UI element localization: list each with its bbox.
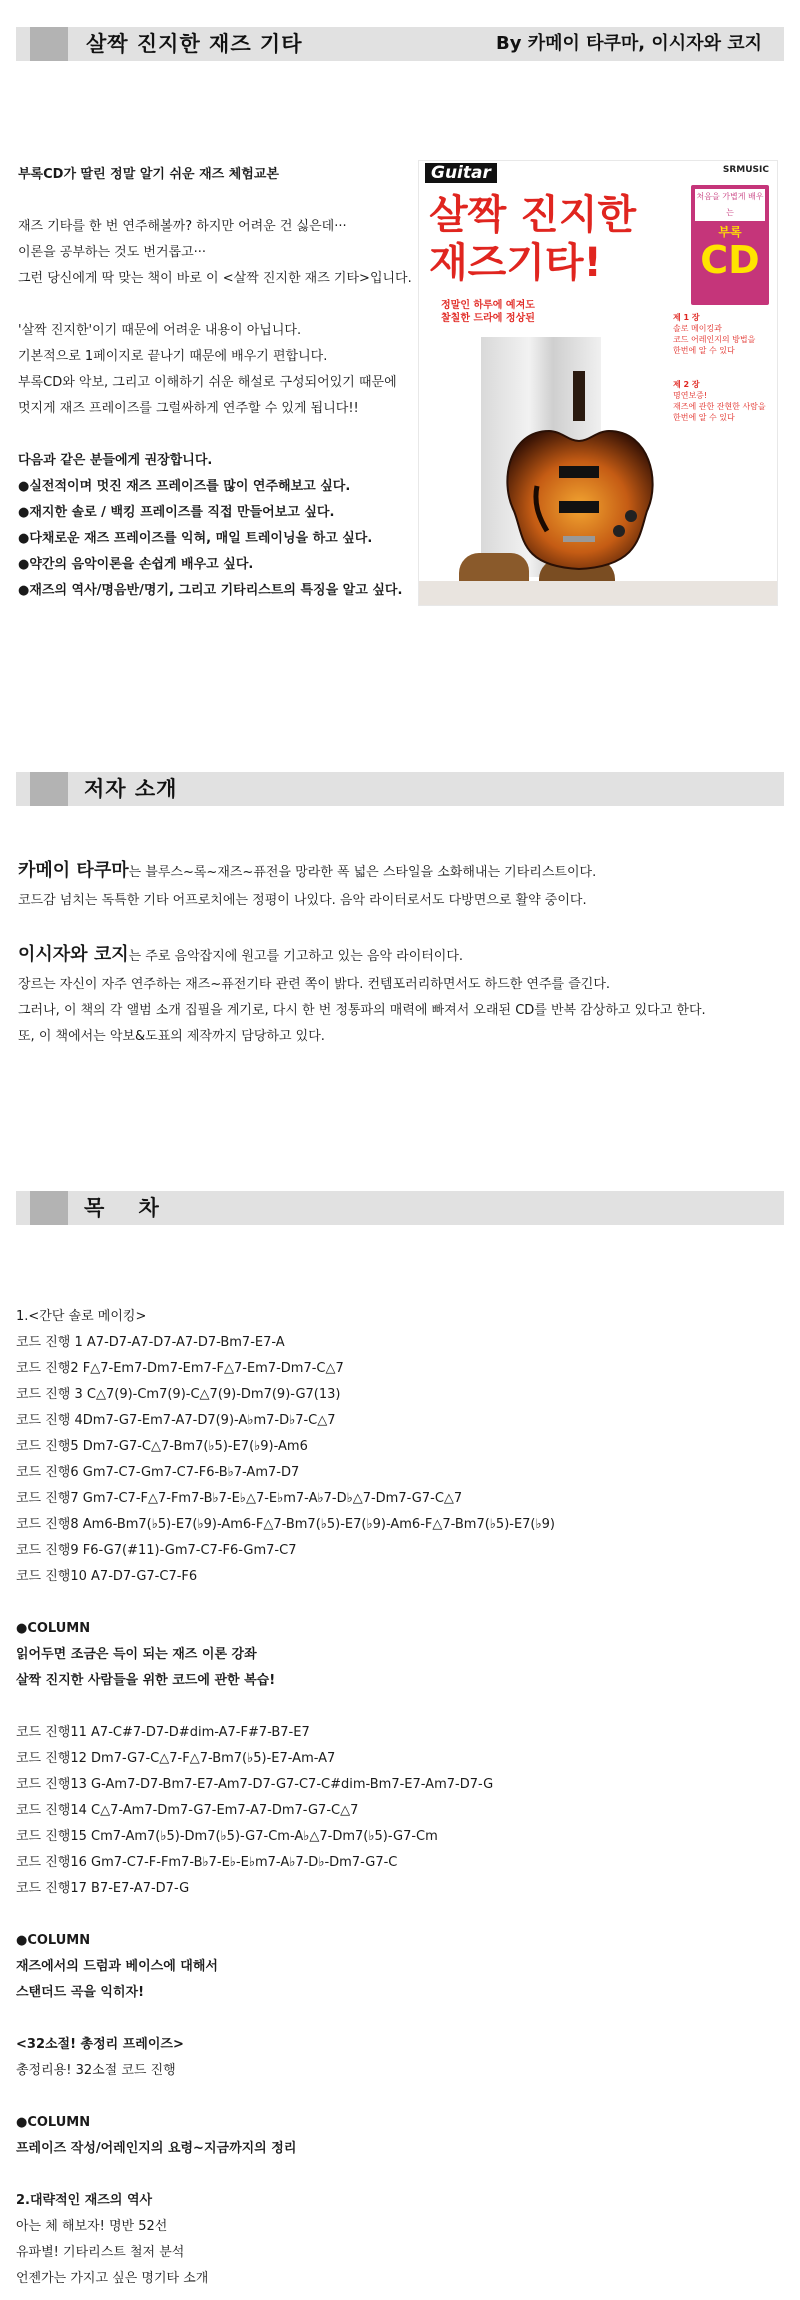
toc-column-item: 스탠더드 곡을 익히자!: [16, 1985, 145, 2000]
cover-subtitle: 정말인 하루에 예져도 찰칠한 드라에 정상된: [441, 300, 535, 324]
cover-side-panel: [673, 309, 773, 423]
toc-item: 코드 진행10 A7-D7-G7-C7-F6: [16, 1569, 198, 1584]
cover-chapter1-label: 제 1 장: [673, 313, 700, 322]
toc-item: 코드 진행13 G-Am7-D7-Bm7-E7-Am7-D7-G7-C7-C#dim-Bm7-E7-Am7-D7-G: [16, 1777, 494, 1792]
toc-column-item: 재즈에서의 드럼과 베이스에 대해서: [16, 1959, 218, 1974]
author2-line: 또, 이 책에서는 악보&도표의 제작까지 담당하고 있다.: [18, 1029, 325, 1044]
authors-body: [18, 856, 788, 1050]
recommend-item: ●약간의 음악이론을 손쉽게 배우고 싶다.: [18, 557, 254, 572]
toc-part-title: 1.<간단 솔로 메이킹>: [16, 1309, 147, 1324]
toc-item: 코드 진행5 Dm7-G7-C△7-Bm7(♭5)-E7(♭9)-Am6: [16, 1439, 308, 1454]
intro-line: 부록CD와 악보, 그리고 이해하기 쉬운 해설로 구성되어있기 때문에: [18, 375, 397, 390]
toc-item: 유파별! 기타리스트 철저 분석: [16, 2245, 185, 2260]
authors-section-bar: [16, 772, 784, 806]
author1-line: [18, 856, 788, 888]
toc-body: [16, 1304, 786, 2292]
guitar-illustration: [489, 371, 669, 571]
toc-column-label: ●COLUMN: [16, 1621, 91, 1636]
recommend-item: ●실전적이며 멋진 재즈 프레이즈를 많이 연주해보고 싶다.: [18, 479, 351, 494]
toc-item: 코드 진행8 Am6-Bm7(♭5)-E7(♭9)-Am6-F△7-Bm7(♭5)-E7(♭9)-Am6-F△7-Bm7(♭5)-E7(♭9): [16, 1517, 555, 1532]
cover-chapter2-label: 제 2 장: [673, 380, 700, 389]
cd-badge-label: 부록: [718, 225, 742, 239]
cd-badge-cd: CD: [700, 238, 760, 282]
toc-item: 언젠가는 가지고 싶은 명기타 소개: [16, 2271, 209, 2286]
recommend-item: ●다채로운 재즈 프레이즈를 익혀, 매일 트레이닝을 하고 싶다.: [18, 531, 373, 546]
toc-item: 코드 진행6 Gm7-C7-Gm7-C7-F6-B♭7-Am7-D7: [16, 1465, 300, 1480]
toc-item: 코드 진행11 A7-C#7-D7-D#dim-A7-F#7-B7-E7: [16, 1725, 310, 1740]
toc-part-title: 2.대략적인 재즈의 역사: [16, 2193, 153, 2208]
toc-bar32-item: 총정리용! 32소절 코드 진행: [16, 2063, 176, 2078]
toc-item: 코드 진행16 Gm7-C7-F-Fm7-B♭7-E♭-E♭m7-A♭7-D♭-Dm7-G7-C: [16, 1855, 398, 1870]
book-author: By 카메이 타쿠마, 이시자와 코지: [495, 33, 762, 54]
toc-item: 코드 진행 4Dm7-G7-Em7-A7-D7(9)-A♭m7-D♭7-C△7: [16, 1413, 336, 1428]
intro-headline: 부록CD가 딸린 정말 알기 쉬운 재즈 체험교본: [18, 167, 279, 182]
intro-line: 재즈 기타를 한 번 연주해볼까? 하지만 어려운 건 싫은데···: [18, 219, 347, 234]
recommend-item: ●재지한 솔로 / 백킹 프레이즈를 직접 만들어보고 싶다.: [18, 505, 335, 520]
toc-section-bar: [16, 1191, 784, 1225]
recommend-title: 다음과 같은 분들에게 권장합니다.: [18, 453, 213, 468]
cd-badge-caption: 처음을 가볍게 배우는: [695, 189, 765, 221]
toc-column-item: 읽어두면 조금은 득이 되는 재즈 이론 강좌: [16, 1647, 257, 1662]
cover-publisher: SRMUSIC: [722, 165, 769, 175]
cover-brand-logo: Guitar: [425, 163, 497, 183]
author1-line2: 코드감 넘치는 독특한 기타 어프로치에는 정평이 나있다. 음악 라이터로서도 다방면으로 활약 중이다.: [18, 893, 587, 908]
cover-cd-badge: [691, 185, 769, 305]
toc-item: 코드 진행17 B7-E7-A7-D7-G: [16, 1881, 190, 1896]
intro-line: 이론을 공부하는 것도 번거롭고···: [18, 245, 207, 260]
author1-desc: 는 블루스~록~재즈~퓨전을 망라한 폭 넓은 스타일을 소화해내는 기타리스트이다.: [128, 865, 597, 880]
toc-bar32-title: <32소절! 총정리 프레이즈>: [16, 2037, 184, 2052]
author2-line: 그러나, 이 책의 각 앨범 소개 집필을 계기로, 다시 한 번 정통파의 매력에 빠져서 오래된 CD를 반복 감상하고 있다고 한다.: [18, 1003, 706, 1018]
toc-column-item: 살짝 진지한 사람들을 위한 코드에 관한 복습!: [16, 1673, 276, 1688]
toc-item: 아는 체 해보자! 명반 52선: [16, 2219, 168, 2234]
intro-line: '살짝 진지한'이기 때문에 어려운 내용이 아닙니다.: [18, 323, 302, 338]
header-bar: [16, 27, 784, 61]
authors-section-title: 저자 소개: [84, 777, 178, 801]
toc-item: 코드 진행14 C△7-Am7-Dm7-G7-Em7-A7-Dm7-G7-C△7: [16, 1803, 359, 1818]
author2-line: 장르는 자신이 자주 연주하는 재즈~퓨전기타 관련 쪽이 밝다. 컨템포러리하면서도 하드한 연주를 즐긴다.: [18, 977, 611, 992]
toc-column-label: ●COLUMN: [16, 1933, 91, 1948]
intro-line: 기본적으로 1페이지로 끝나기 때문에 배우기 편합니다.: [18, 349, 328, 364]
recommend-item: ●재즈의 역사/명음반/명기, 그리고 기타리스트의 특징을 알고 싶다.: [18, 583, 403, 598]
author1-name: 카메이 타쿠마: [18, 860, 129, 881]
cover-floor: [419, 581, 777, 605]
toc-section-title: 목 차: [84, 1196, 160, 1220]
toc-item: 코드 진행12 Dm7-G7-C△7-F△7-Bm7(♭5)-E7-Am-A7: [16, 1751, 336, 1766]
toc-item: 코드 진행 3 C△7(9)-Cm7(9)-C△7(9)-Dm7(9)-G7(13): [16, 1387, 341, 1402]
toc-column-item: 프레이즈 작성/어레인지의 요령~지금까지의 정리: [16, 2141, 297, 2156]
author2-line: [18, 940, 788, 972]
intro-line: 그런 당신에게 딱 맞는 책이 바로 이 <살짝 진지한 재즈 기타>입니다.: [18, 271, 412, 286]
cover-title: 살짝 진지한 재즈기타!: [429, 192, 637, 286]
toc-item: 코드 진행15 Cm7-Am7(♭5)-Dm7(♭5)-G7-Cm-A♭△7-Dm7(♭5)-G7-Cm: [16, 1829, 438, 1844]
toc-item: 코드 진행 1 A7-D7-A7-D7-A7-D7-Bm7-E7-A: [16, 1335, 285, 1350]
toc-item: 코드 진행2 F△7-Em7-Dm7-Em7-F△7-Em7-Dm7-C△7: [16, 1361, 344, 1376]
cover-chapter1-text: 솔로 메이킹과 코드 어레인지의 방법을 한번에 알 수 있다: [673, 324, 756, 355]
toc-item: 코드 진행7 Gm7-C7-F△7-Fm7-B♭7-E♭△7-E♭m7-A♭7-D♭△7-Dm7-G7-C△7: [16, 1491, 463, 1506]
toc-tab-marker: [30, 1191, 68, 1225]
cover-chapter2-text: 명연보증! 재즈에 관한 잔현한 사람을 한번에 알 수 있다: [673, 391, 766, 422]
toc-item: 코드 진행9 F6-G7(#11)-Gm7-C7-F6-Gm7-C7: [16, 1543, 297, 1558]
intro-line: 멋지게 재즈 프레이즈를 그럴싸하게 연주할 수 있게 됩니다!!: [18, 401, 359, 416]
author2-name: 이시자와 코지: [18, 944, 129, 965]
toc-column-label: ●COLUMN: [16, 2115, 91, 2130]
book-title: 살짝 진지한 재즈 기타: [86, 32, 303, 56]
header-tab-marker: [30, 27, 68, 61]
author2-desc: 는 주로 음악잡지에 원고를 기고하고 있는 음악 라이터이다.: [128, 949, 464, 964]
authors-tab-marker: [30, 772, 68, 806]
intro-section: [18, 162, 418, 604]
book-cover-image: [418, 160, 778, 606]
